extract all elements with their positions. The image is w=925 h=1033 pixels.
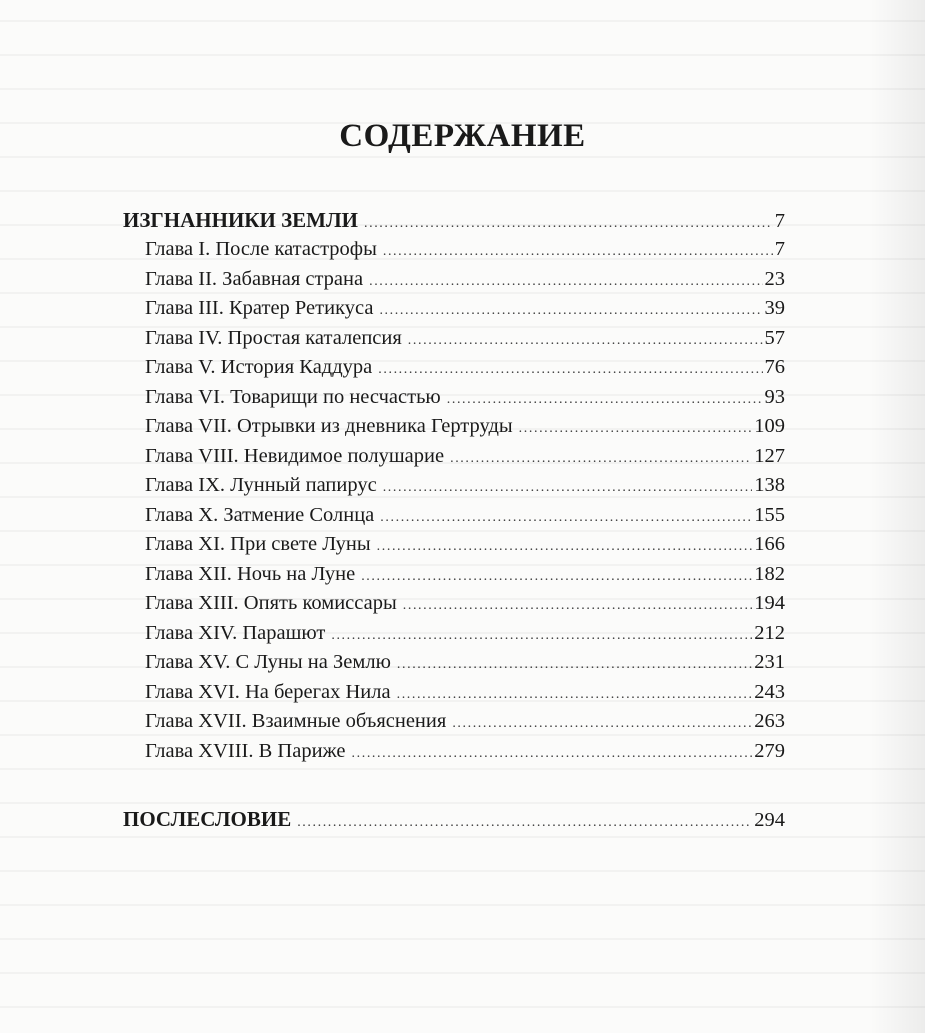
page-number: 23 xyxy=(764,267,785,290)
dot-leader xyxy=(297,815,752,831)
toc-chapter xyxy=(123,238,785,268)
page-number: 231 xyxy=(754,651,785,673)
page-number: 166 xyxy=(754,533,785,555)
dot-leader xyxy=(361,569,752,585)
toc-chapter xyxy=(123,356,785,386)
chapter-title: Глава XIV. Парашют xyxy=(145,621,326,644)
page-number: 294 xyxy=(754,809,785,831)
toc-chapter xyxy=(123,651,785,681)
table-of-contents xyxy=(123,208,785,837)
page-number: 263 xyxy=(754,710,785,732)
dot-leader xyxy=(377,539,753,555)
page-number: 194 xyxy=(754,592,785,614)
chapter-title: Глава XIII. Опять комиссары xyxy=(145,592,397,614)
toc-chapter xyxy=(123,622,785,652)
dot-leader xyxy=(369,274,762,290)
page-number: 212 xyxy=(754,621,785,644)
dot-leader xyxy=(408,333,763,349)
toc-chapter xyxy=(123,297,785,327)
dot-leader xyxy=(519,421,753,437)
dot-leader xyxy=(378,362,762,378)
chapter-title: Глава IV. Простая каталепсия xyxy=(145,326,402,349)
page-number: 7 xyxy=(774,238,785,260)
toc-chapter xyxy=(123,563,785,593)
toc-chapter xyxy=(123,681,785,711)
page-number: 243 xyxy=(754,680,785,703)
dot-leader xyxy=(364,216,773,232)
chapter-title: Глава VIII. Невидимое полушарие xyxy=(145,444,445,467)
dot-leader xyxy=(452,716,752,732)
chapter-title: Глава XVIII. В Париже xyxy=(145,739,346,762)
chapter-title: Глава VII. Отрывки из дневника Гертруды xyxy=(145,415,513,437)
toc-chapter xyxy=(123,445,785,475)
chapter-title: Глава XI. При свете Луны xyxy=(145,533,371,555)
toc-chapter xyxy=(123,474,785,504)
chapter-title: Глава I. После катастрофы xyxy=(145,238,377,260)
chapter-title: Глава XVI. На берегах Нила xyxy=(145,680,391,703)
page-number: 93 xyxy=(764,385,785,408)
chapter-title: Глава II. Забавная страна xyxy=(145,267,364,290)
page-title: СОДЕРЖАНИЕ xyxy=(339,118,586,154)
toc-chapter xyxy=(123,268,785,298)
page-number: 279 xyxy=(754,739,785,762)
chapter-title: Глава VI. Товарищи по несчастью xyxy=(145,385,441,408)
dot-leader xyxy=(403,598,753,614)
page-number: 138 xyxy=(754,474,785,496)
toc-section xyxy=(123,208,785,238)
page-number: 7 xyxy=(774,210,785,232)
page-number: 155 xyxy=(754,503,785,526)
chapter-title: Глава IX. Лунный папирус xyxy=(145,474,377,496)
dot-leader xyxy=(379,303,762,319)
page-number: 39 xyxy=(764,297,785,319)
chapter-title: Глава XV. С Луны на Землю xyxy=(145,651,391,673)
dot-leader xyxy=(383,244,773,260)
chapter-title: Глава III. Кратер Ретикуса xyxy=(145,297,374,319)
toc-chapter xyxy=(123,740,785,770)
dot-leader xyxy=(447,392,763,408)
dot-leader xyxy=(397,657,752,673)
dot-leader xyxy=(380,510,752,526)
chapter-title: Глава XII. Ночь на Луне xyxy=(145,562,356,585)
page-number: 127 xyxy=(754,444,785,467)
page-number: 109 xyxy=(754,415,785,437)
toc-chapter xyxy=(123,710,785,740)
dot-leader xyxy=(352,746,753,762)
dot-leader xyxy=(450,451,752,467)
toc-chapter xyxy=(123,327,785,357)
page-number: 57 xyxy=(764,326,785,349)
chapter-title: Глава XVII. Взаимные объяснения xyxy=(145,710,447,732)
toc-chapter xyxy=(123,504,785,534)
dot-leader xyxy=(331,628,752,644)
toc-chapter xyxy=(123,415,785,445)
dot-leader xyxy=(397,687,753,703)
toc-afterword xyxy=(123,807,785,837)
page-number: 76 xyxy=(764,356,785,378)
afterword-title: ПОСЛЕСЛОВИЕ xyxy=(123,807,292,831)
page-number: 182 xyxy=(754,562,785,585)
chapter-title: Глава V. История Каддура xyxy=(145,356,373,378)
chapter-title: Глава X. Затмение Солнца xyxy=(145,503,375,526)
toc-chapter xyxy=(123,592,785,622)
section-title: ИЗГНАННИКИ ЗЕМЛИ xyxy=(123,208,358,232)
toc-chapter xyxy=(123,386,785,416)
toc-chapter xyxy=(123,533,785,563)
dot-leader xyxy=(383,480,753,496)
